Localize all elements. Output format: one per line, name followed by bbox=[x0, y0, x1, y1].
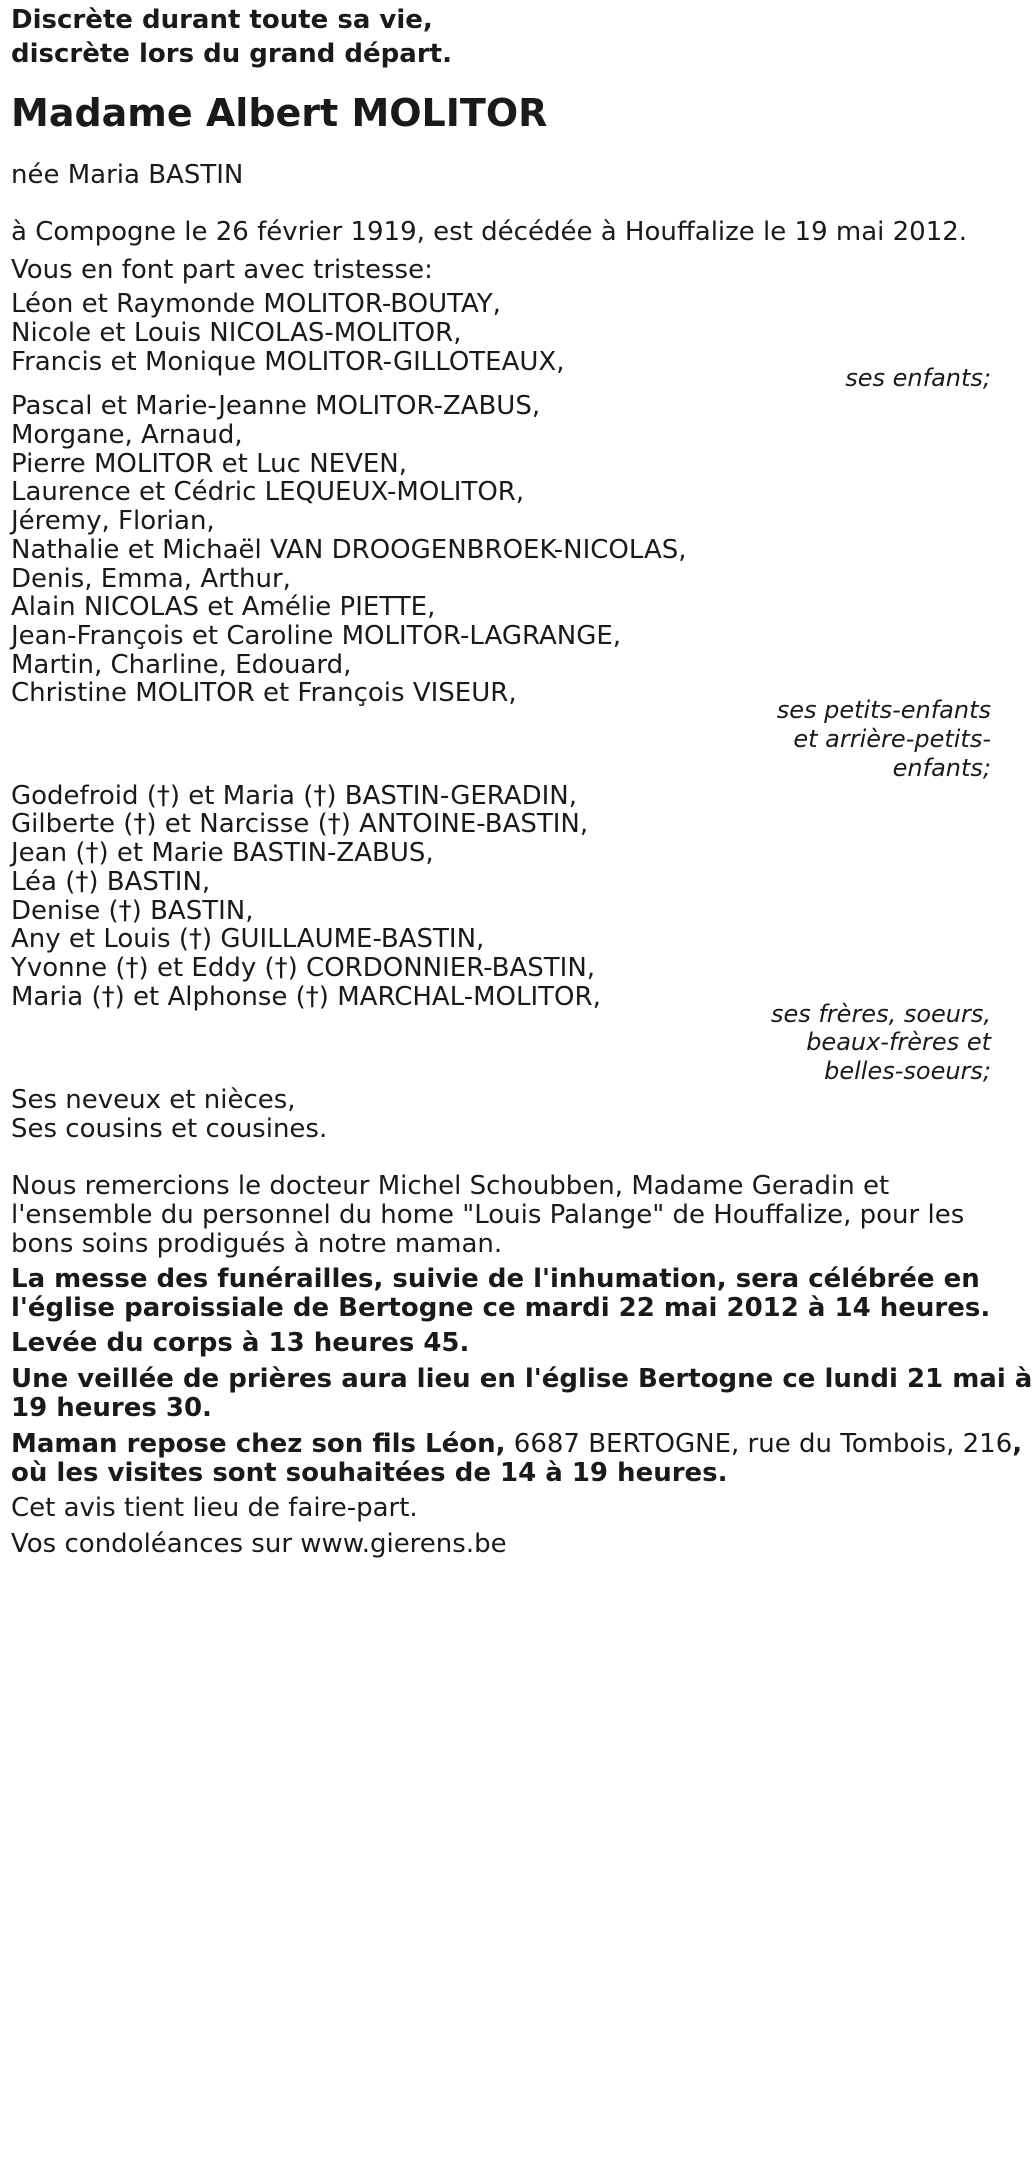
sibling-name: Léa (†) BASTIN, bbox=[11, 867, 211, 897]
vigil-line: Une veillée de prières aura lieu en l'église Bertogne ce lundi 21 mai à bbox=[11, 1364, 1032, 1394]
sibling-name: Denise (†) BASTIN, bbox=[11, 896, 254, 926]
grandchild-name: Martin, Charline, Edouard, bbox=[11, 650, 352, 680]
notice-line: Cet avis tient lieu de faire-part. bbox=[11, 1493, 418, 1523]
child-name: Nicole et Louis NICOLAS-MOLITOR, bbox=[11, 318, 462, 348]
grandchild-name: Nathalie et Michaël VAN DROOGENBROEK-NICOLAS, bbox=[11, 535, 687, 565]
grandchild-name: Laurence et Cédric LEQUEUX-MOLITOR, bbox=[11, 477, 525, 507]
deceased-name-title: Madame Albert MOLITOR bbox=[11, 91, 548, 135]
grandchild-name: Christine MOLITOR et François VISEUR, bbox=[11, 678, 517, 708]
relatives-line: Ses neveux et nièces, bbox=[11, 1085, 296, 1115]
condolences-line: Vos condoléances sur www.gierens.be bbox=[11, 1529, 507, 1559]
grandchild-name: Jean-François et Caroline MOLITOR-LAGRANGE, bbox=[11, 621, 622, 651]
thanks-line: bons soins prodigués à notre maman. bbox=[11, 1229, 503, 1259]
resting-place-address: 6687 BERTOGNE, rue du Tombois, 216 bbox=[505, 1429, 1013, 1459]
sibling-name: Maria (†) et Alphonse (†) MARCHAL-MOLITOR, bbox=[11, 982, 601, 1012]
grandchildren-label: et arrière-petits- bbox=[793, 725, 991, 753]
child-name: Léon et Raymonde MOLITOR-BOUTAY, bbox=[11, 289, 501, 319]
grandchild-name: Alain NICOLAS et Amélie PIETTE, bbox=[11, 592, 436, 622]
grandchild-name: Pascal et Marie-Jeanne MOLITOR-ZABUS, bbox=[11, 391, 541, 421]
relatives-line: Ses cousins et cousines. bbox=[11, 1114, 328, 1144]
levee-line: Levée du corps à 13 heures 45. bbox=[11, 1328, 470, 1358]
children-label: ses enfants; bbox=[845, 364, 991, 392]
grandchild-name: Pierre MOLITOR et Luc NEVEN, bbox=[11, 449, 407, 479]
sibling-name: Yvonne (†) et Eddy (†) CORDONNIER-BASTIN, bbox=[11, 953, 596, 983]
funeral-mass-line: l'église paroissiale de Bertogne ce mardi 22 mai 2012 à 14 heures. bbox=[11, 1293, 991, 1323]
announcement-line: Vous en font part avec tristesse: bbox=[11, 255, 433, 285]
sibling-name: Godefroid (†) et Maria (†) BASTIN-GERADIN, bbox=[11, 781, 577, 811]
grandchild-name: Denis, Emma, Arthur, bbox=[11, 564, 291, 594]
sibling-name: Any et Louis (†) GUILLAUME-BASTIN, bbox=[11, 924, 485, 954]
intro-line-2: discrète lors du grand départ. bbox=[11, 39, 452, 69]
grandchildren-label: enfants; bbox=[892, 754, 991, 782]
grandchild-name: Jéremy, Florian, bbox=[11, 506, 215, 536]
resting-place-comma: , bbox=[1012, 1429, 1023, 1459]
visits-line: où les visites sont souhaitées de 14 à 19 heures. bbox=[11, 1458, 728, 1488]
siblings-label: belles-soeurs; bbox=[824, 1057, 991, 1085]
vigil-line: 19 heures 30. bbox=[11, 1393, 212, 1423]
intro-line-1: Discrète durant toute sa vie, bbox=[11, 5, 433, 35]
grandchildren-label: ses petits-enfants bbox=[776, 696, 991, 724]
birth-death-line: à Compogne le 26 février 1919, est décédée à Houffalize le 19 mai 2012. bbox=[11, 217, 968, 247]
siblings-label: beaux-frères et bbox=[806, 1028, 991, 1056]
funeral-mass-line: La messe des funérailles, suivie de l'inhumation, sera célébrée en bbox=[11, 1264, 980, 1294]
resting-place-intro: Maman repose chez son fils Léon, bbox=[11, 1429, 506, 1459]
sibling-name: Gilberte (†) et Narcisse (†) ANTOINE-BASTIN, bbox=[11, 809, 589, 839]
thanks-line: Nous remercions le docteur Michel Schoubben, Madame Geradin et bbox=[11, 1171, 890, 1201]
grandchild-name: Morgane, Arnaud, bbox=[11, 420, 243, 450]
thanks-line: l'ensemble du personnel du home "Louis Palange" de Houffalize, pour les bbox=[11, 1200, 965, 1230]
siblings-label: ses frères, soeurs, bbox=[770, 1000, 991, 1028]
sibling-name: Jean (†) et Marie BASTIN-ZABUS, bbox=[11, 838, 434, 868]
child-name: Francis et Monique MOLITOR-GILLOTEAUX, bbox=[11, 347, 565, 377]
maiden-name: née Maria BASTIN bbox=[11, 160, 244, 190]
